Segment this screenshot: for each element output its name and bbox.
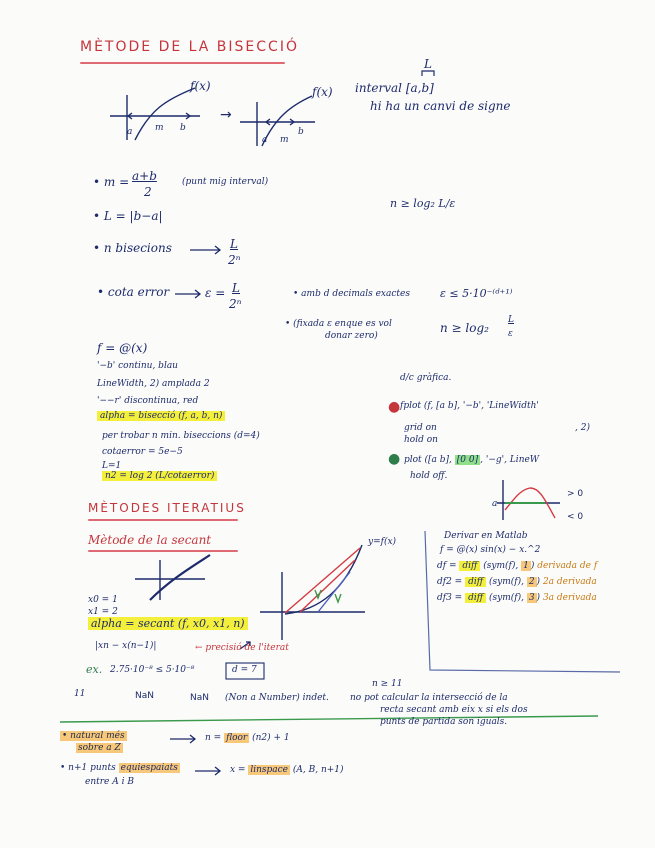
entre-text: entre A i B — [85, 777, 134, 787]
df-n: 1 — [523, 561, 529, 571]
lin-pre: x = — [230, 765, 249, 775]
iterative-underline — [88, 519, 238, 521]
lin-hl: linspace — [250, 765, 289, 775]
plot2-end: , '−g', LineW — [480, 455, 540, 465]
nan-explanation-2: no pot calcular la intersecció de la — [350, 693, 508, 703]
linspace-line — [230, 766, 344, 776]
fplot-mini-graph — [497, 480, 560, 520]
bisection-graph-2 — [240, 96, 315, 146]
x0-value: x0 = 1 — [88, 595, 118, 605]
n2-line — [102, 472, 217, 482]
floor-end: (n2) + 1 — [249, 733, 290, 743]
secant-underline — [88, 550, 238, 552]
graphic-title: d/c gràfica. — [400, 373, 452, 383]
n-bisec-den: 2ⁿ — [228, 253, 241, 267]
df2-mid: (sym(f), — [486, 577, 527, 587]
r-style-text: '−−r' discontinua, red — [97, 396, 199, 406]
fplot-a-mark: a — [492, 499, 498, 509]
natural-text-2: sobre a Z — [78, 743, 121, 753]
df-mid: (sym(f), — [480, 561, 522, 571]
npts-line — [60, 764, 180, 774]
df-diff: diff — [459, 561, 480, 571]
deriv-f-def: f = @(x) sin(x) − x.^2 — [440, 545, 541, 555]
m-label: • m = — [93, 175, 130, 189]
nan-explanation: (Non a Number) indet. — [225, 693, 329, 703]
df3-diff: diff — [465, 593, 486, 603]
grid-on-text: grid on — [404, 423, 437, 433]
cota-num: L — [232, 281, 240, 295]
nan-2: NaN — [190, 693, 209, 703]
df3-pre: df3 = — [437, 593, 466, 603]
n2-text: n2 = log 2 (L/cotaerror) — [102, 471, 217, 481]
secant-subtitle: Mètode de la secant — [88, 533, 212, 547]
m-note: (punt mig interval) — [182, 177, 269, 187]
equi-text: equiespaiats — [120, 763, 178, 773]
sign-change-text: hi ha un canvi de signe — [370, 99, 511, 113]
lin-end: (A, B, n+1) — [290, 765, 344, 775]
graph2-fx: f(x) — [312, 85, 333, 99]
df2-n: 2 — [528, 577, 535, 587]
cota-label: • cota error — [97, 285, 170, 299]
natural-line-2 — [76, 744, 123, 754]
secant-fx-label: y=f(x) — [368, 537, 397, 547]
graph1-m: m — [155, 123, 164, 133]
m-denominator: 2 — [144, 185, 152, 199]
bullet-green: ● — [388, 451, 401, 467]
natural-line — [60, 732, 127, 742]
title-underline — [80, 62, 285, 64]
graph-fn-label: f(x) — [190, 79, 211, 93]
n-bisec-num: L — [230, 237, 238, 251]
decimals-text: • amb d decimals exactes — [293, 289, 410, 299]
interval-L: L — [424, 57, 432, 71]
num-11: 11 — [74, 689, 86, 699]
graph1-b: b — [180, 123, 186, 133]
hold-off-text: hold off. — [410, 471, 448, 481]
graph2-b: b — [298, 127, 304, 137]
df3-note: 3a derivada — [542, 593, 597, 603]
x1-value: x1 = 2 — [88, 607, 118, 617]
cota-den: 2ⁿ — [229, 297, 242, 311]
plot2-start: plot ([a b], — [404, 455, 452, 465]
secant-big-graph — [260, 545, 365, 640]
df2-end: ) — [536, 577, 541, 587]
d7-box: d = 7 — [232, 665, 257, 675]
n-ge-11: n ≥ 11 — [372, 679, 403, 689]
nan-explanation-3: recta secant amb eix x si els dos — [380, 705, 528, 715]
precision-note: ← precisió de l'iterat — [195, 643, 289, 653]
graph2-m: m — [280, 135, 289, 145]
fplot-text: fplot (f, [a b], '−b', 'LineWidth' — [400, 401, 539, 411]
n-requirement: n ≥ log₂ L/ε — [390, 197, 456, 210]
df-pre: df = — [437, 561, 460, 571]
plot2-highlight: [0 0] — [456, 455, 479, 465]
df-note: derivada de f — [537, 561, 598, 571]
floor-line — [205, 734, 290, 744]
secant-small-graph — [135, 555, 210, 600]
df2-line — [437, 578, 597, 588]
cotaerror-text: cotaerror = 5e−5 — [102, 447, 183, 457]
precision-expr: |xn − x(n−1)| — [95, 641, 157, 651]
n-log-num: L — [508, 315, 514, 325]
f-definition: f = @(x) — [97, 341, 148, 355]
nan-explanation-4: punts de partida son iguals. — [380, 717, 508, 727]
alpha-secant-text: alpha = secant (f, x0, x1, n) — [88, 617, 248, 630]
interval-text: interval [a,b] — [355, 81, 434, 95]
divider — [60, 716, 598, 722]
df3-mid: (sym(f), — [486, 593, 527, 603]
L1-text: L=1 — [102, 461, 122, 471]
graph-arrow: → — [220, 107, 232, 123]
floor-hl: floor — [226, 733, 248, 743]
deriv-title: Derivar en Matlab — [444, 531, 528, 541]
example-label: ex. — [86, 663, 103, 676]
fixada-text: • (fixada ε enque es vol — [285, 319, 392, 329]
alpha-bisection-call — [97, 412, 225, 422]
df-end: ) — [530, 561, 535, 571]
df3-line — [437, 594, 597, 604]
bullet-red: ● — [388, 399, 401, 415]
df2-diff: diff — [465, 577, 486, 587]
natural-text: • natural més — [62, 731, 125, 741]
cota-eq: ε = — [205, 286, 226, 300]
example-values: 2.75·10⁻⁸ ≤ 5·10⁻⁸ — [110, 665, 195, 675]
graph2-a: a — [262, 135, 268, 145]
graph1-a: a — [127, 127, 133, 137]
b-style-text: '−b' continu, blau — [97, 361, 178, 371]
linewidth-text: LineWidth, 2) amplada 2 — [97, 379, 210, 389]
fplot-end: , 2) — [575, 423, 590, 433]
df2-note: 2a derivada — [542, 577, 597, 587]
nan-1: NaN — [135, 691, 154, 701]
gt-zero-label: > 0 — [567, 489, 584, 499]
alpha-bisection-text: alpha = bisecció (f, a, b, n) — [97, 411, 225, 421]
section-title-iterative: MÈTODES ITERATIUS — [88, 501, 246, 515]
df3-n: 3 — [528, 593, 535, 603]
L-definition: • L = |b−a| — [93, 209, 163, 223]
hold-on-text: hold on — [404, 435, 438, 445]
n-bisections-label: • n bisecions — [93, 241, 172, 255]
section-title-bisection: MÈTODE DE LA BISECCIÓ — [80, 39, 299, 55]
lt-zero-label: < 0 — [567, 512, 584, 522]
donar-zero-text: donar zero) — [325, 331, 378, 341]
n-log-text: n ≥ log₂ — [440, 321, 489, 335]
alpha-secant-line — [88, 618, 248, 630]
floor-pre: n = — [205, 733, 225, 743]
epsilon-bound: ε ≤ 5·10⁻⁽ᵈ⁺¹⁾ — [440, 287, 513, 300]
npts-text: • n+1 punts — [60, 763, 116, 773]
per-trobar-text: per trobar n min. biseccions (d=4) — [102, 431, 260, 441]
m-numerator: a+b — [132, 169, 157, 183]
n-log-den: ε — [508, 329, 513, 339]
plot2-line — [404, 456, 539, 466]
df2-pre: df2 = — [437, 577, 466, 587]
df-line — [437, 562, 597, 572]
df3-end: ) — [536, 593, 541, 603]
